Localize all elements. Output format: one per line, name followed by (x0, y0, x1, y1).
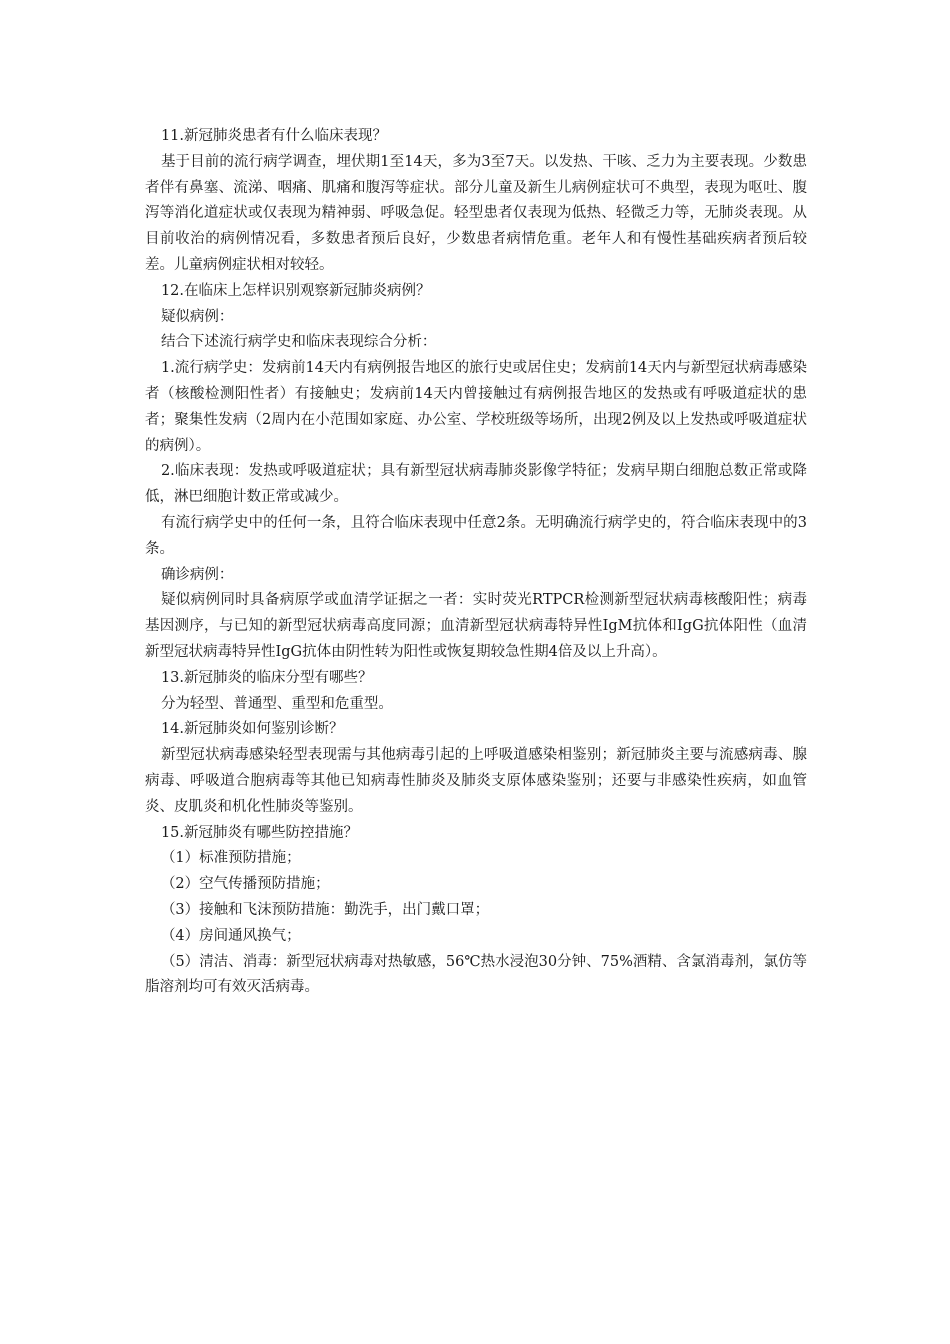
question-12-heading: 12.在临床上怎样识别观察新冠肺炎病例？ (160, 282, 431, 299)
document-body (145, 124, 807, 1001)
suspected-case-rule: 有流行病学史中的任何一条，且符合临床表现中任意2条。无明确流行病学史的，符合临床表现中的3条。 (145, 514, 807, 557)
question-11-heading: 11.新冠肺炎患者有什么临床表现？ (160, 128, 387, 144)
question-13-heading: 13.新冠肺炎的临床分型有哪些？ (160, 669, 373, 686)
clinical-criteria: 2.临床表现：发热或呼吸道症状；具有新型冠状病毒肺炎影像学特征；发病早期白细胞总数正常或降低，淋巴细胞计数正常或减少。 (145, 463, 807, 506)
measure-item-1: （1）标准预防措施； (160, 850, 301, 867)
measure-item-2: （2）空气传播预防措施； (160, 876, 330, 893)
question-15-heading: 15.新冠肺炎有哪些防控措施？ (160, 824, 358, 841)
confirmed-case-criteria: 疑似病例同时具备病原学或血清学证据之一者：实时荧光RTPCR检测新型冠状病毒核酸阳性；病毒基因测序，与已知的新型冠状病毒高度同源；血清新型冠状病毒特异性IgM抗体和IgG抗体阳性（血清新型冠状病毒特异性IgG抗体由阴性转为阳性或恢复期较急性期4倍及以上升高）。 (145, 592, 807, 660)
question-14-heading: 14.新冠肺炎如何鉴别诊断？ (160, 721, 344, 738)
answer-13-paragraph: 分为轻型、普通型、重型和危重型。 (160, 695, 393, 712)
suspected-case-intro: 结合下述流行病学史和临床表现综合分析： (160, 334, 437, 351)
epidemiology-criteria: 1.流行病学史：发病前14天内有病例报告地区的旅行史或居住史；发病前14天内与新型冠状病毒感染者（核酸检测阳性者）有接触史；发病前14天内曾接触过有病例报告地区的发热或有呼吸道症状的患者；聚集性发病（2周内在小范围如家庭、办公室、学校班级等场所，出现2例及以上发热或呼吸道症状的病例）。 (145, 360, 807, 454)
measure-item-5: （5）清洁、消毒：新型冠状病毒对热敏感，56℃热水浸泡30分钟、75%酒精、含氯消毒剂，氯仿等脂溶剂均可有效灭活病毒。 (145, 953, 807, 996)
answer-14-paragraph: 新型冠状病毒感染轻型表现需与其他病毒引起的上呼吸道感染相鉴别；新冠肺炎主要与流感病毒、腺病毒、呼吸道合胞病毒等其他已知病毒性肺炎及肺炎支原体感染鉴别；还要与非感染性疾病，如血管炎、皮肌炎和机化性肺炎等鉴别。 (145, 747, 807, 815)
answer-11-paragraph: 基于目前的流行病学调查，埋伏期1至14天，多为3至7天。以发热、干咳、乏力为主要表现。少数患者伴有鼻塞、流涕、咽痛、肌痛和腹泻等症状。部分儿童及新生儿病例症状可不典型，表现为呕吐、腹泻等消化道症状或仅表现为精神弱、呼吸急促。轻型患者仅表现为低热、轻微乏力等，无肺炎表现。从目前收治的病例情况看，多数患者预后良好，少数患者病情危重。老年人和有慢性基础疾病者预后较差。儿童病例症状相对较轻。 (145, 153, 807, 273)
suspected-case-label: 疑似病例： (160, 308, 234, 325)
measure-item-4: （4）房间通风换气； (160, 927, 301, 944)
confirmed-case-label: 确诊病例： (160, 566, 234, 583)
measure-item-3: （3）接触和飞沫预防措施：勤洗手，出门戴口罩； (160, 901, 490, 918)
